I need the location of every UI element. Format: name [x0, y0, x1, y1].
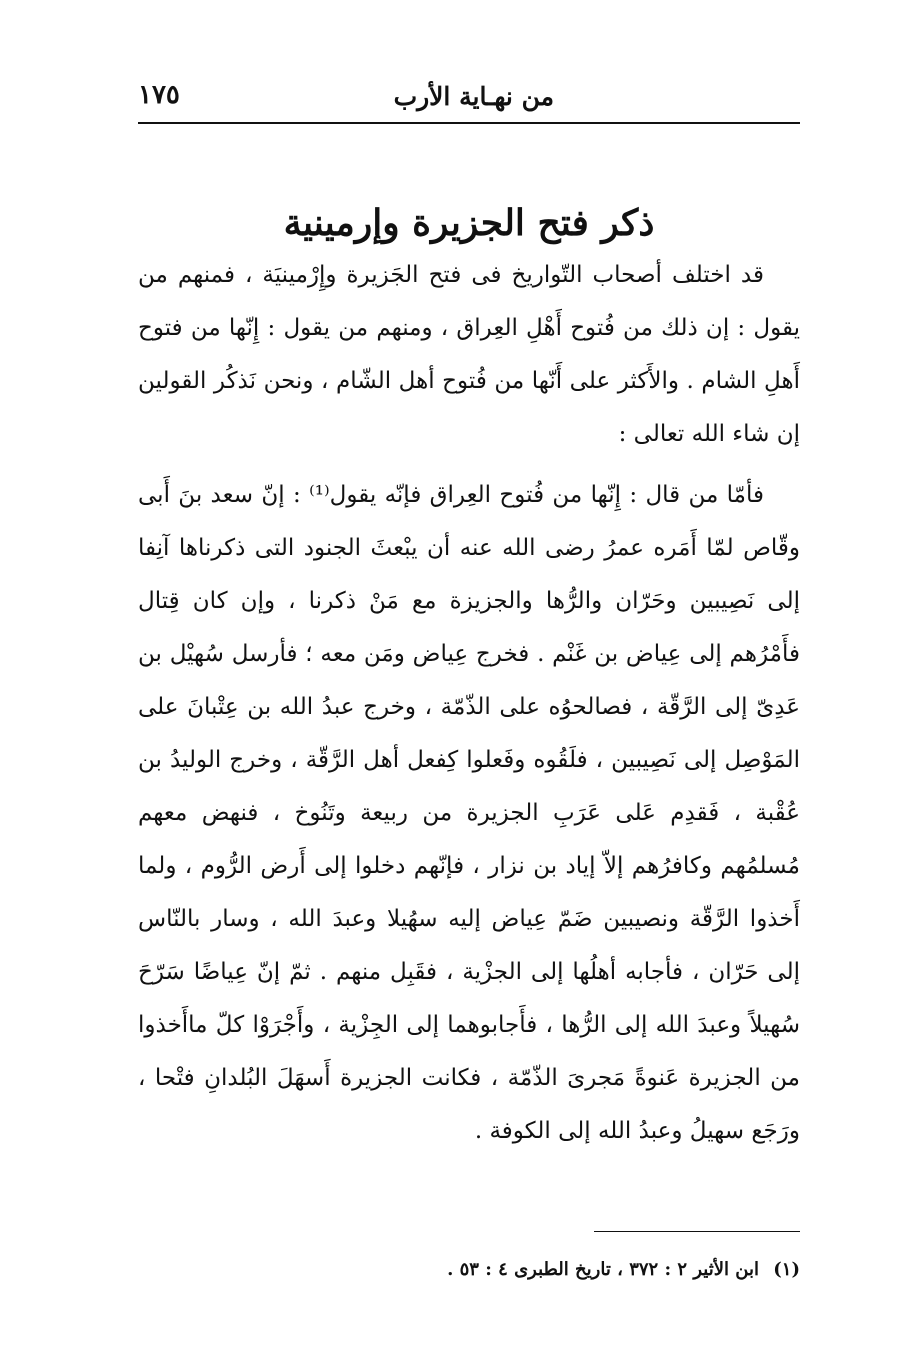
footnote-rule [594, 1231, 800, 1232]
page-number: ١٧٥ [138, 80, 180, 110]
body-text [138, 249, 800, 1158]
running-title: من نهـاية الأرب [393, 82, 554, 111]
header-rule [138, 122, 800, 124]
footnote-marker: (١) [773, 1259, 800, 1280]
section-title: ذكر فتح الجزيرة وإرمينية [283, 202, 655, 245]
page-header [138, 76, 800, 122]
footnote-text: ابن الأثير ٢ : ٣٧٢ ، تاريخ الطبرى ٤ : ٥٣ . [447, 1259, 759, 1280]
footnote [300, 1254, 800, 1286]
paragraph-2: فأمّا من قال : إِنّها من فُتوح العِراق فإنّه يقول⁽¹⁾ : إنّ سعد بنَ أَبى وقّاص لمّا أَمَره عمرُ رضى الله عنه أن يبْعثَ الجنود التى ذكرناها آنِفا إلى نَصِيبين وحَرّان والرُّها والجزيزة مع مَنْ ذكرنا ، وإن كان قِتال فأَمْرُهم إلى عِياض بن غَنْم . فخرج عِياض ومَن معه ؛ فأرسل سُهيْل بن عَدِىّ إلى الرَّقّة ، فصالحوُه على الذّمّة ، وخرج عبدُ الله بن عِتْبانَ على المَوْصِل إلى نَصِيبين ، فلَقُوه وفَعلوا كِفعل أهل الرَّقّة ، وخرج الوليدُ بن عُقْبة ، فَقدِم عَلى عَرَبِ الجزيرة من ربيعة وتَنُوخ ، فنهض معهم مُسلمُهم وكافرُهم إلاّ إياد بن نزار ، فإنّهم دخلوا إلى أَرض الرُّوم ، ولما أَخذوا الرَّقّة ونصيبين ضَمّ عِياض إليه سهُيلا وعبدَ الله ، وسار بالنّاس إلى حَرّان ، فأجابه أهلُها إلى الجزْية ، فقَبِل منهم . ثمّ إنّ عِياضًا سَرّحَ سُهيلاً وعبدَ الله إلى الرُّها ، فأَجابوهما إلى الجِزْية ، وأَجْرَوْا كلّ ماأَخذوا من الجزيرة عَنوةً مَجرىَ الذّمّة ، فكانت الجزيرة أَسهَلَ البُلدانِ فتْحا ، ورَجَع سهيلُ وعبدُ الله إلى الكوفة . [138, 482, 800, 1144]
paragraph-1: قد اختلف أصحاب التّواريخ فى فتح الجَزيرة وإِرْمينيَة ، فمنهم من يقول : إن ذلك من فُتوح أَهْلِ العِراق ، ومنهم من يقول : إِنّها من فتوح أَهلِ الشام . والأَكثر على أَنّها من فُتوح أهل الشّام ، ونحن نَذكُر القولين إن شاء الله تعالى : [138, 262, 800, 447]
